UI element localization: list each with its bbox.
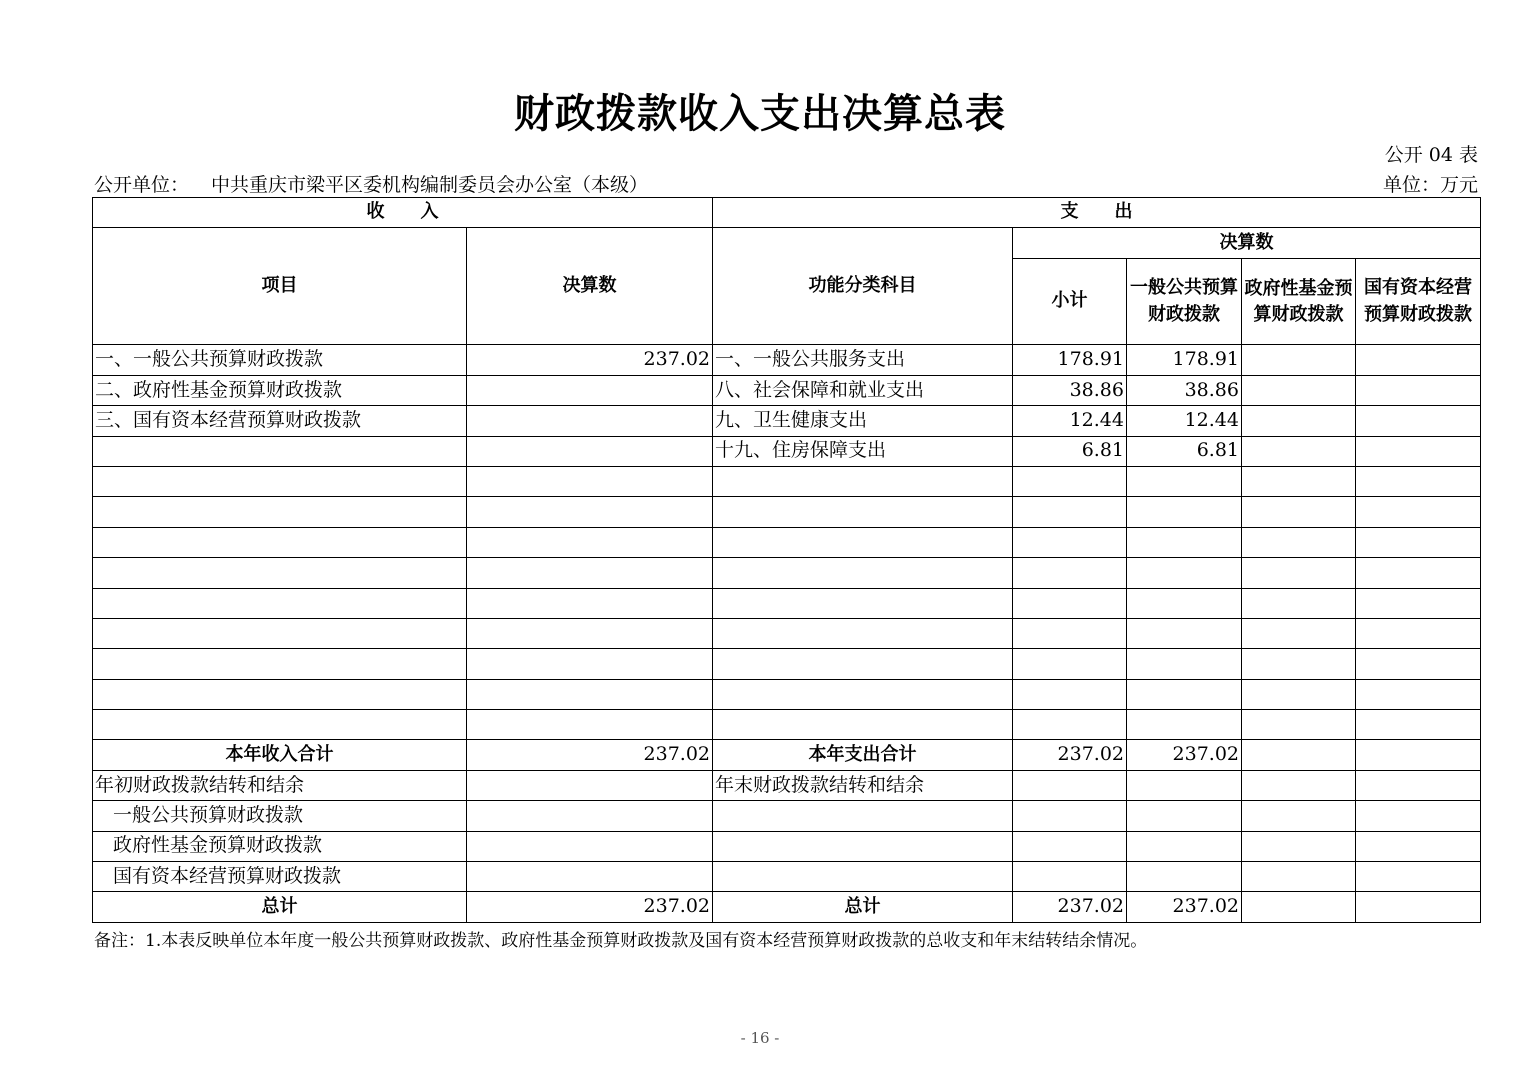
function-class-cell — [713, 710, 1013, 740]
gov-fund-cell — [1242, 558, 1356, 588]
final-amount-group-header: 决算数 — [1013, 228, 1481, 258]
subtotal-cell: 6.81 — [1013, 436, 1127, 466]
carryover-subtotal-value — [1013, 831, 1127, 861]
income-amount-cell — [467, 466, 713, 496]
grand-expense-capital-value — [1356, 892, 1481, 922]
function-class-cell — [713, 679, 1013, 709]
state-capital-cell — [1356, 436, 1481, 466]
income-amount-cell — [467, 649, 713, 679]
reporting-unit-label: 公开单位： — [94, 174, 190, 196]
carryover-capital-value — [1356, 770, 1481, 800]
carryover-subtotal-value — [1013, 862, 1127, 892]
grand-income-total-value: 237.02 — [467, 892, 713, 922]
carryover-row — [93, 862, 1481, 892]
table-row — [93, 710, 1481, 740]
gov-fund-cell — [1242, 375, 1356, 405]
state-capital-cell — [1356, 497, 1481, 527]
gov-fund-cell — [1242, 497, 1356, 527]
carryover-capital-value — [1356, 831, 1481, 861]
income-amount-cell — [467, 558, 713, 588]
table-row — [93, 679, 1481, 709]
income-amount-cell — [467, 618, 713, 648]
income-item-cell — [93, 466, 467, 496]
budget-table — [92, 197, 1481, 923]
carryover-capital-value — [1356, 862, 1481, 892]
general-budget-cell: 6.81 — [1127, 436, 1242, 466]
income-amount-cell — [467, 497, 713, 527]
reporting-unit — [94, 170, 648, 197]
function-class-header: 功能分类科目 — [713, 228, 1013, 345]
year-expense-subtotal-value: 237.02 — [1013, 740, 1127, 770]
function-class-cell — [713, 588, 1013, 618]
year-expense-capital-value — [1356, 740, 1481, 770]
carryover-income-label: 一般公共预算财政拨款 — [93, 801, 467, 831]
gov-fund-cell — [1242, 466, 1356, 496]
table-row — [93, 436, 1481, 466]
subtotal-cell: 12.44 — [1013, 406, 1127, 436]
gov-fund-cell — [1242, 436, 1356, 466]
general-budget-header: 一般公共预算财政拨款 — [1127, 258, 1242, 345]
year-total-row — [93, 740, 1481, 770]
general-budget-cell — [1127, 710, 1242, 740]
gov-fund-header: 政府性基金预算财政拨款 — [1242, 258, 1356, 345]
carryover-expense-label: 年末财政拨款结转和结余 — [713, 770, 1013, 800]
income-item-cell — [93, 497, 467, 527]
carryover-subtotal-value — [1013, 801, 1127, 831]
general-budget-cell: 178.91 — [1127, 345, 1242, 375]
carryover-fund-value — [1242, 831, 1356, 861]
subtotal-cell — [1013, 588, 1127, 618]
function-class-cell — [713, 466, 1013, 496]
year-expense-general-value: 237.02 — [1127, 740, 1242, 770]
general-budget-cell: 38.86 — [1127, 375, 1242, 405]
gov-fund-cell — [1242, 710, 1356, 740]
carryover-general-value — [1127, 831, 1242, 861]
table-row — [93, 618, 1481, 648]
subtotal-cell — [1013, 558, 1127, 588]
carryover-expense-label — [713, 862, 1013, 892]
table-row — [93, 527, 1481, 557]
table-row — [93, 466, 1481, 496]
carryover-expense-label — [713, 801, 1013, 831]
income-item-cell: 二、政府性基金预算财政拨款 — [93, 375, 467, 405]
grand-expense-fund-value — [1242, 892, 1356, 922]
gov-fund-cell — [1242, 345, 1356, 375]
carryover-income-value — [467, 831, 713, 861]
table-row — [93, 588, 1481, 618]
general-budget-cell — [1127, 497, 1242, 527]
state-capital-cell — [1356, 375, 1481, 405]
general-budget-cell: 12.44 — [1127, 406, 1242, 436]
currency-unit: 单位：万元 — [1382, 174, 1478, 196]
grand-total-row — [93, 892, 1481, 922]
income-amount-cell — [467, 527, 713, 557]
income-amount-cell — [467, 710, 713, 740]
year-expense-total-label: 本年支出合计 — [713, 740, 1013, 770]
year-income-total-label: 本年收入合计 — [93, 740, 467, 770]
table-row — [93, 497, 1481, 527]
income-header: 收 入 — [93, 198, 713, 228]
carryover-income-value — [467, 862, 713, 892]
table-row — [93, 649, 1481, 679]
income-item-cell — [93, 588, 467, 618]
subtotal-cell — [1013, 466, 1127, 496]
state-capital-cell — [1356, 466, 1481, 496]
income-item-cell — [93, 558, 467, 588]
form-number: 公开 04 表 — [1384, 144, 1478, 166]
carryover-general-value — [1127, 801, 1242, 831]
table-row — [93, 375, 1481, 405]
gov-fund-cell — [1242, 406, 1356, 436]
income-item-cell — [93, 679, 467, 709]
state-capital-cell — [1356, 406, 1481, 436]
carryover-row — [93, 831, 1481, 861]
gov-fund-cell — [1242, 527, 1356, 557]
income-amount-cell — [467, 406, 713, 436]
final-amount-header: 决算数 — [467, 228, 713, 345]
subtotal-cell: 38.86 — [1013, 375, 1127, 405]
state-capital-header: 国有资本经营预算财政拨款 — [1356, 258, 1481, 345]
general-budget-cell — [1127, 588, 1242, 618]
carryover-expense-label — [713, 831, 1013, 861]
grand-expense-general-value: 237.02 — [1127, 892, 1242, 922]
carryover-income-value — [467, 770, 713, 800]
state-capital-cell — [1356, 558, 1481, 588]
income-amount-cell: 237.02 — [467, 345, 713, 375]
general-budget-cell — [1127, 679, 1242, 709]
general-budget-cell — [1127, 527, 1242, 557]
item-header: 项目 — [93, 228, 467, 345]
gov-fund-cell — [1242, 618, 1356, 648]
subtotal-cell — [1013, 618, 1127, 648]
page-number: - 16 - — [740, 1029, 780, 1047]
state-capital-cell — [1356, 588, 1481, 618]
gov-fund-cell — [1242, 649, 1356, 679]
carryover-income-label: 年初财政拨款结转和结余 — [93, 770, 467, 800]
income-item-cell — [93, 436, 467, 466]
header-row-1 — [93, 198, 1481, 228]
carryover-income-label: 国有资本经营预算财政拨款 — [93, 862, 467, 892]
function-class-cell: 一、一般公共服务支出 — [713, 345, 1013, 375]
function-class-cell — [713, 618, 1013, 648]
carryover-income-label: 政府性基金预算财政拨款 — [93, 831, 467, 861]
carryover-row — [93, 770, 1481, 800]
function-class-cell — [713, 558, 1013, 588]
subtotal-cell — [1013, 679, 1127, 709]
income-amount-cell — [467, 588, 713, 618]
function-class-cell — [713, 497, 1013, 527]
subtotal-cell: 178.91 — [1013, 345, 1127, 375]
function-class-cell: 十九、住房保障支出 — [713, 436, 1013, 466]
reporting-unit-name: 中共重庆市梁平区委机构编制委员会办公室（本级） — [211, 174, 649, 196]
carryover-general-value — [1127, 862, 1242, 892]
grand-expense-total-label: 总计 — [713, 892, 1013, 922]
subtotal-cell — [1013, 649, 1127, 679]
income-item-cell — [93, 527, 467, 557]
function-class-cell: 八、社会保障和就业支出 — [713, 375, 1013, 405]
footnote: 备注：1.本表反映单位本年度一般公共预算财政拨款、政府性基金预算财政拨款及国有资本经营预算财政拨款的总收支和年末结转结余情况。 — [94, 931, 1148, 951]
expense-header: 支 出 — [713, 198, 1481, 228]
income-amount-cell — [467, 436, 713, 466]
state-capital-cell — [1356, 679, 1481, 709]
income-amount-cell — [467, 679, 713, 709]
carryover-subtotal-value — [1013, 770, 1127, 800]
state-capital-cell — [1356, 649, 1481, 679]
income-item-cell — [93, 710, 467, 740]
function-class-cell: 九、卫生健康支出 — [713, 406, 1013, 436]
grand-expense-subtotal-value: 237.02 — [1013, 892, 1127, 922]
income-item-cell: 三、国有资本经营预算财政拨款 — [93, 406, 467, 436]
table-row — [93, 406, 1481, 436]
subtotal-header: 小计 — [1013, 258, 1127, 345]
carryover-general-value — [1127, 770, 1242, 800]
function-class-cell — [713, 649, 1013, 679]
subtotal-cell — [1013, 497, 1127, 527]
general-budget-cell — [1127, 618, 1242, 648]
header-row-2 — [93, 228, 1481, 258]
income-item-cell — [93, 618, 467, 648]
general-budget-cell — [1127, 649, 1242, 679]
state-capital-cell — [1356, 345, 1481, 375]
table-row — [93, 558, 1481, 588]
state-capital-cell — [1356, 710, 1481, 740]
carryover-fund-value — [1242, 862, 1356, 892]
income-item-cell — [93, 649, 467, 679]
carryover-capital-value — [1356, 801, 1481, 831]
carryover-income-value — [467, 801, 713, 831]
function-class-cell — [713, 527, 1013, 557]
carryover-fund-value — [1242, 801, 1356, 831]
general-budget-cell — [1127, 466, 1242, 496]
gov-fund-cell — [1242, 588, 1356, 618]
income-amount-cell — [467, 375, 713, 405]
page-title: 财政拨款收入支出决算总表 — [514, 91, 1006, 137]
state-capital-cell — [1356, 527, 1481, 557]
general-budget-cell — [1127, 558, 1242, 588]
subtotal-cell — [1013, 710, 1127, 740]
state-capital-cell — [1356, 618, 1481, 648]
table-row — [93, 345, 1481, 375]
carryover-row — [93, 801, 1481, 831]
subtotal-cell — [1013, 527, 1127, 557]
year-expense-fund-value — [1242, 740, 1356, 770]
income-item-cell: 一、一般公共预算财政拨款 — [93, 345, 467, 375]
gov-fund-cell — [1242, 679, 1356, 709]
carryover-fund-value — [1242, 770, 1356, 800]
grand-income-total-label: 总计 — [93, 892, 467, 922]
year-income-total-value: 237.02 — [467, 740, 713, 770]
